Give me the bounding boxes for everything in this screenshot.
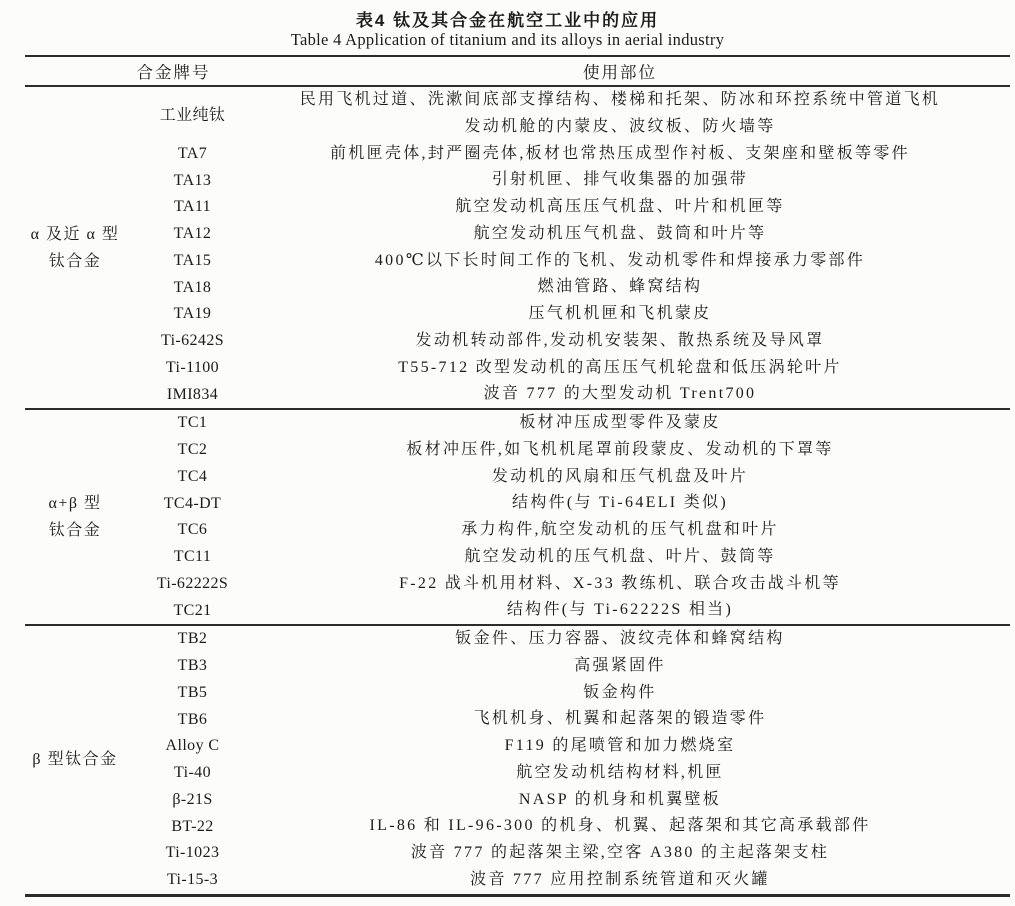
table-row	[125, 274, 1010, 301]
table-row	[125, 410, 1010, 437]
application-table	[25, 55, 1010, 897]
usage-cell	[260, 840, 1010, 867]
alloy-category-label: β 型钛合金	[32, 751, 118, 769]
usage-text-line: IL-86 和 IL-96-300 的机身、机翼、起落架和其它高承载部件	[369, 817, 871, 835]
usage-cell	[260, 194, 1010, 221]
alloy-grade-cell: TA19	[173, 305, 212, 323]
table-row	[125, 490, 1010, 517]
table-row	[125, 733, 1010, 760]
usage-text-line: 钣金件、压力容器、波纹壳体和蜂窝结构	[455, 630, 785, 647]
usage-cell	[260, 544, 1010, 571]
alloy-grade-cell: 工业纯钛	[159, 107, 226, 125]
alloy-grade-cell: TC1	[177, 414, 208, 432]
alloy-grade-cell: TB6	[177, 710, 208, 728]
alloy-grade-cell: TC4	[177, 467, 208, 485]
table-row	[125, 626, 1010, 653]
table-row	[125, 813, 1010, 840]
section-rows	[125, 410, 1010, 624]
table-title-en: Table 4 Application of titanium and its alloys in aerial industry	[290, 30, 725, 49]
table-row	[125, 355, 1010, 382]
usage-cell	[260, 328, 1010, 355]
usage-text-line: 400℃以下长时间工作的飞机、发动机零件和焊接承力零部件	[374, 251, 866, 269]
table-row	[125, 653, 1010, 680]
section-rows	[125, 626, 1010, 894]
alloy-grade-cell: TB5	[177, 683, 208, 701]
usage-cell	[260, 867, 1010, 894]
table-row	[125, 167, 1010, 194]
usage-cell	[260, 301, 1010, 328]
alloy-grade-cell: IMI834	[166, 385, 219, 403]
usage-cell	[260, 167, 1010, 194]
alloy-grade-cell: Ti-40	[174, 764, 211, 782]
alloy-category-label: 钛合金	[48, 522, 102, 539]
alloy-grade-cell: TA13	[173, 171, 212, 189]
table-header-row	[25, 57, 1010, 85]
usage-cell	[260, 680, 1010, 707]
usage-text-line: 航空发动机高压压气机盘、叶片和机匣等	[455, 198, 785, 215]
alloy-grade-cell: β-21S	[172, 790, 213, 808]
alloy-grade-cell: TC11	[173, 548, 212, 566]
alloy-category-cell	[25, 626, 125, 894]
alloy-grade-cell: TA11	[173, 198, 212, 216]
usage-text-line: 波音 777 应用控制系统管道和灭火罐	[470, 870, 770, 888]
usage-cell	[260, 760, 1010, 787]
table-row	[125, 221, 1010, 248]
usage-text-line: 前机匣壳体,封严圈壳体,板材也常热压成型作衬板、支架座和壁板等零件	[330, 144, 910, 162]
alloy-grade-cell: Ti-1023	[165, 844, 220, 862]
alloy-grade-cell: Ti-1100	[165, 358, 220, 376]
table-row	[125, 840, 1010, 867]
alloy-grade-cell: Alloy C	[165, 737, 220, 755]
usage-text-line: 民用飞机过道、洗漱间底部支撑结构、楼梯和托架、防冰和环控系统中管道飞机	[299, 91, 941, 108]
usage-text-line: 燃油管路、蜂窝结构	[537, 278, 703, 296]
alloy-grade-cell: TA18	[173, 278, 212, 296]
usage-cell	[260, 464, 1010, 491]
usage-cell	[260, 597, 1010, 624]
table-row	[125, 381, 1010, 408]
table-row	[125, 464, 1010, 491]
alloy-category-label: α 及近 α 型	[30, 225, 120, 243]
bottom-rule	[25, 894, 1010, 897]
usage-text-line: F-22 战斗机用材料、X-33 教练机、联合攻击战斗机等	[399, 574, 841, 592]
table-row	[125, 680, 1010, 707]
table-row	[125, 301, 1010, 328]
table-row	[125, 706, 1010, 733]
usage-cell	[260, 221, 1010, 248]
usage-text-line: 发动机转动部件,发动机安装架、散热系统及导风罩	[415, 331, 825, 349]
usage-text-line: 板材冲压件,如飞机机尾罩前段蒙皮、发动机的下罩等	[406, 440, 834, 458]
usage-text-line: 航空发动机的压气机盘、叶片、鼓筒等	[464, 547, 776, 565]
table-row	[125, 597, 1010, 624]
usage-cell	[260, 733, 1010, 760]
usage-text-line: 发动机的风扇和压气机盘及叶片	[491, 467, 749, 485]
alloy-section	[25, 87, 1010, 408]
usage-text-line: F119 的尾喷管和加力燃烧室	[504, 737, 736, 754]
table-body	[25, 87, 1010, 894]
usage-cell	[260, 653, 1010, 680]
alloy-grade-cell: TC21	[173, 601, 212, 619]
table-row	[125, 437, 1010, 464]
usage-cell	[260, 355, 1010, 382]
alloy-grade-cell: TB2	[177, 630, 208, 648]
alloy-grade-cell: BT-22	[171, 817, 214, 835]
alloy-grade-cell: TC6	[177, 521, 208, 539]
section-rows	[125, 87, 1010, 408]
alloy-grade-cell: Ti-15-3	[166, 871, 219, 889]
header-alloy-grade: 合金牌号	[136, 63, 211, 82]
usage-cell	[260, 248, 1010, 275]
usage-cell	[260, 787, 1010, 814]
table-row	[125, 760, 1010, 787]
alloy-category-label: α+β 型	[48, 495, 102, 512]
usage-text-line: 结构件(与 Ti-62222S 相当)	[506, 601, 734, 619]
alloy-category-cell	[25, 410, 125, 624]
usage-cell	[260, 381, 1010, 408]
header-usage: 使用部位	[583, 63, 657, 82]
alloy-section	[25, 410, 1010, 624]
usage-cell	[260, 274, 1010, 301]
usage-text-line: 承力构件,航空发动机的压气机盘和叶片	[461, 521, 779, 538]
usage-text-line: 结构件(与 Ti-64ELI 类似)	[512, 494, 728, 512]
table-row	[125, 867, 1010, 894]
usage-cell	[260, 517, 1010, 544]
usage-cell	[260, 437, 1010, 464]
alloy-category-cell	[25, 87, 125, 408]
table-row	[125, 141, 1010, 168]
table-row	[125, 571, 1010, 598]
usage-cell	[260, 87, 1010, 141]
usage-text-line: 航空发动机结构材料,机匣	[516, 763, 724, 781]
usage-cell	[260, 141, 1010, 168]
usage-text-line: 航空发动机压气机盘、鼓筒和叶片等	[473, 224, 767, 242]
alloy-grade-cell: TC2	[177, 441, 208, 459]
alloy-category-label: 钛合金	[48, 252, 102, 270]
usage-cell	[260, 626, 1010, 653]
usage-text-line: T55-712 改型发动机的高压压气机轮盘和低压涡轮叶片	[398, 358, 842, 376]
usage-text-line: 飞机机身、机翼和起落架的锻造零件	[473, 710, 767, 728]
usage-text-line: 压气机机匣和飞机蒙皮	[528, 305, 712, 322]
table-title-zh: 表4 钛及其合金在航空工业中的应用	[355, 11, 660, 30]
table-row	[125, 87, 1010, 141]
usage-text-line: NASP 的机身和机翼壁板	[518, 790, 722, 808]
table-row	[125, 517, 1010, 544]
alloy-grade-cell: Ti-6242S	[160, 332, 225, 350]
usage-text-line: 波音 777 的起落架主梁,空客 A380 的主起落架支柱	[410, 844, 830, 861]
usage-cell	[260, 410, 1010, 437]
alloy-grade-cell: TA12	[173, 225, 212, 243]
table-row	[125, 328, 1010, 355]
table-row	[125, 248, 1010, 275]
usage-text-line: 引射机匣、排气收集器的加强带	[491, 171, 749, 189]
alloy-grade-cell: TA15	[173, 251, 212, 269]
usage-cell	[260, 490, 1010, 517]
usage-cell	[260, 813, 1010, 840]
table-row	[125, 787, 1010, 814]
table-row	[125, 194, 1010, 221]
alloy-grade-cell: TC4-DT	[163, 494, 222, 512]
usage-cell	[260, 571, 1010, 598]
usage-text-line: 发动机舱的内蒙皮、波纹板、防火墙等	[464, 117, 776, 135]
table-row	[125, 544, 1010, 571]
alloy-grade-cell: Ti-62222S	[156, 574, 229, 592]
usage-text-line: 板材冲压成型零件及蒙皮	[519, 414, 721, 431]
usage-text-line: 高强紧固件	[574, 656, 666, 674]
alloy-grade-cell: TA7	[177, 144, 208, 162]
alloy-grade-cell: TB3	[177, 657, 208, 675]
usage-text-line: 钣金构件	[583, 683, 657, 701]
alloy-section	[25, 626, 1010, 894]
usage-text-line: 波音 777 的大型发动机 Trent700	[483, 385, 757, 403]
usage-cell	[260, 706, 1010, 733]
